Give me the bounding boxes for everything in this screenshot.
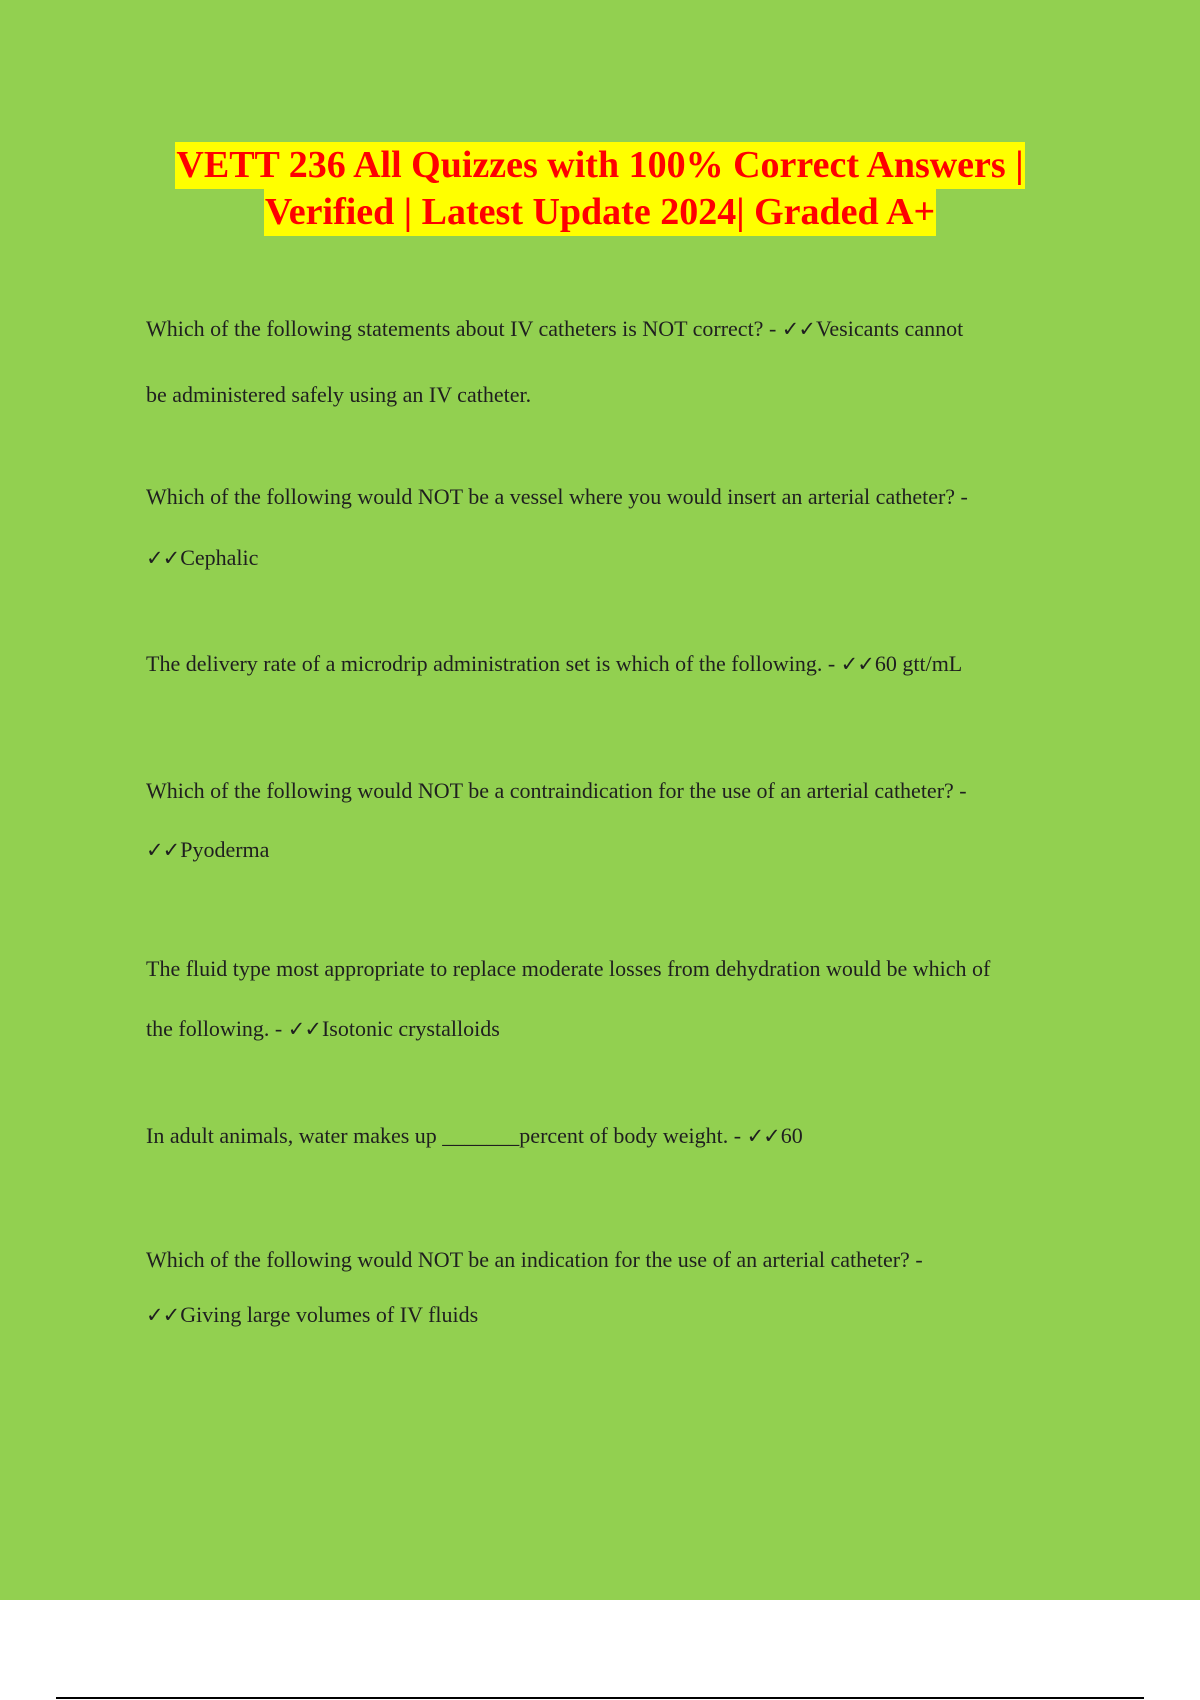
- qa-item-2: [146, 466, 1086, 589]
- double-check-icon: ✓✓: [840, 652, 874, 676]
- qa-line: [146, 1287, 1086, 1343]
- double-check-icon: ✓✓: [146, 1303, 180, 1327]
- qa-line: [146, 296, 1086, 362]
- answer-text: Cephalic: [180, 545, 259, 570]
- double-check-icon: ✓✓: [146, 546, 180, 570]
- question-text: The fluid type most appropriate to replace moderate losses from dehydration would be which of: [146, 956, 991, 981]
- qa-line: [146, 820, 1086, 880]
- qa-line: [146, 999, 1086, 1059]
- answer-text: Giving large volumes of IV fluids: [180, 1302, 479, 1327]
- answer-text: Isotonic crystalloids: [321, 1016, 500, 1041]
- answer-text: 60 gtt/mL: [874, 651, 963, 676]
- question-text: The delivery rate of a microdrip administration set is which of the following. -: [146, 651, 841, 676]
- qa-item-6: [146, 1116, 1086, 1156]
- qa-item-1: [146, 296, 1086, 427]
- title-line-1: VETT 236 All Quizzes with 100% Correct Answers |: [175, 142, 1024, 189]
- question-text: In adult animals, water makes up _______percent of body weight. -: [146, 1123, 747, 1148]
- qa-line: [146, 1116, 1086, 1156]
- footer-divider: [56, 1697, 1144, 1699]
- double-check-icon: ✓✓: [146, 838, 180, 862]
- title-line-2: Verified | Latest Update 2024| Graded A+: [264, 189, 936, 236]
- question-text: Which of the following would NOT be an indication for the use of an arterial catheter? -: [146, 1247, 923, 1272]
- question-text: Which of the following would NOT be a contraindication for the use of an arterial catheter? -: [146, 778, 967, 803]
- document-title: [0, 142, 1200, 236]
- qa-item-5: [146, 939, 1086, 1059]
- double-check-icon: ✓✓: [746, 1124, 780, 1148]
- answer-text: 60: [780, 1123, 803, 1148]
- qa-line: [146, 644, 1086, 684]
- qa-item-3: [146, 644, 1086, 684]
- question-text: Which of the following would NOT be a vessel where you would insert an arterial catheter? -: [146, 484, 968, 509]
- qa-line: be administered safely using an IV catheter.: [146, 382, 532, 407]
- double-check-icon: ✓✓: [781, 317, 815, 341]
- answer-text: Pyoderma: [180, 837, 270, 862]
- answer-text: Vesicants cannot: [815, 316, 964, 341]
- qa-item-4: [146, 761, 1086, 880]
- qa-line: [146, 527, 1086, 589]
- qa-item-7: [146, 1232, 1086, 1343]
- question-text: Which of the following statements about IV catheters is NOT correct? -: [146, 316, 782, 341]
- question-text: the following. -: [146, 1016, 288, 1041]
- double-check-icon: ✓✓: [287, 1017, 321, 1041]
